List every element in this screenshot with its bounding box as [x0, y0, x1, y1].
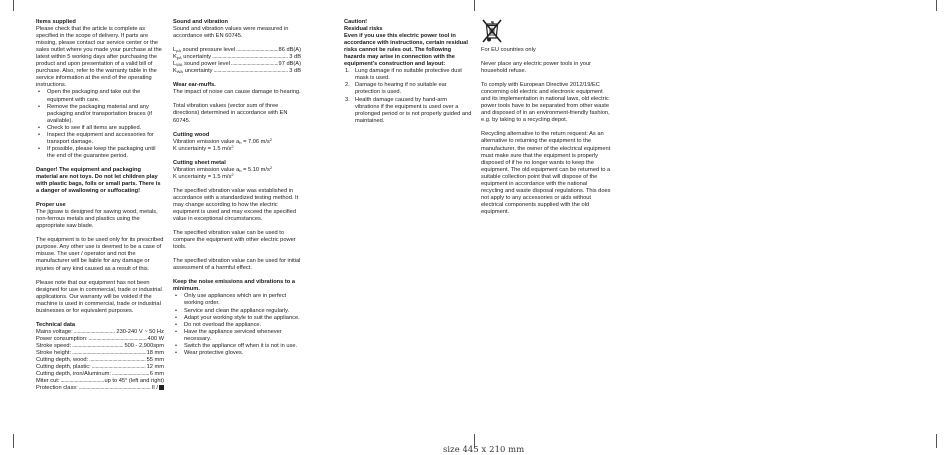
cutting-wood-heading: Cutting wood [173, 131, 210, 138]
table-row: Cutting depth, iron/Aluminum: ..... 6 mm [36, 371, 164, 378]
danger-warning: Danger! The equipment and packaging material are not toys. Do not let children play with plastic bags, foils or small parts. There is a danger of swallowing or suffocating! [36, 166, 161, 195]
never-place-text: Never place any electric power tools in your household refuse. [481, 61, 592, 75]
list-item: • Remove the packaging material and any packaging and/or transportation braces (if available). [36, 104, 164, 125]
wood-uncertainty: K uncertainty = 1.5 $m/s^2$ [173, 143, 234, 152]
table-row: Stroke speed: ..... 500 - 2,900spm [36, 343, 164, 350]
technical-data-heading: Technical data [36, 321, 76, 328]
sound-intro: Sound and vibration values were measured in accordance with EN 60745. [173, 26, 289, 40]
vibration-spec-paragraph: The specified vibration value can be used for initial assessment of a harmful effect. [173, 258, 301, 272]
caution-heading: Caution! [344, 19, 368, 25]
directive-text: To comply with European Directive 2012/19/EC concerning old electric and electronic equipment and its implementation in national laws, old electric power tools have to be separated from other waste and disposed of in an environment-friendly fashion, e.g. by taking to a recycling depot. [481, 82, 610, 124]
list-item: 3. Health damage caused by hand-arm vibrations if the equipment is used over a prolonged period or is not properly guided and maintained. [345, 96, 472, 124]
metal-uncertainty: K uncertainty = 1.5 $m/s^2$ [173, 171, 234, 180]
list-item: • Service and clean the appliance regularly. [173, 308, 301, 315]
ear-muffs-text: The impact of noise can cause damage to hearing. [173, 89, 301, 96]
list-item: • If possible, please keep the packaging until the end of the guarantee period. [36, 146, 164, 160]
proper-use-paragraph: The jigsaw is designed for sawing wood, metals, non-ferrous metals and plastics using the appropriate saw blade. [36, 209, 158, 230]
technical-data-table [36, 329, 164, 392]
proper-use-paragraph: The equipment is to be used only for its prescribed purpose. Any other use is deemed to be a case of misuse. The user / operator and not the manufacturer will be liable for any damage or injuries of any kind caused as a result of this. [36, 237, 164, 272]
list-item: • Adapt your working style to suit the appliance. [173, 315, 301, 322]
list-item: • Only use appliances which are in perfect working order. [173, 293, 301, 307]
residual-risks-list [344, 68, 472, 124]
residual-risks-intro: Even if you use this electric power tool in accordance with instructions, certain residual risks cannot be rules out. The following hazards may arise in connection with the equipment's construction and layout: [344, 33, 468, 68]
vibration-spec-paragraph: The specified vibration value can be used to compare the equipment with other electric power tools. [173, 230, 296, 251]
eu-only-text: For EU countries only [481, 47, 536, 53]
cutting-metal-heading: Cutting sheet metal [173, 159, 226, 166]
crossed-out-wheelie-bin-icon [481, 18, 503, 45]
items-supplied-heading: Items supplied [36, 19, 76, 25]
table-row: Mains voltage: ..... 230-240 V ~ 50 Hz [36, 329, 164, 336]
list-item: • Wear protective gloves. [173, 350, 301, 357]
table-row: $L_{WA}$ sound power level ..... 97 dB(A) [173, 61, 301, 68]
table-row: Cutting depth, wood: ..... 55 mm [36, 357, 164, 364]
proper-use-heading: Proper use [36, 202, 66, 209]
wood-vibration-value: Vibration emission value $a_h = 7.06$ $m/s^2$ [173, 136, 273, 145]
sound-table [173, 47, 301, 75]
table-row: $K_{WA}$ uncertainty ..... 3 dB [173, 68, 301, 75]
table-row: Miter cut: ..... up to 45° (left and right) [36, 378, 164, 385]
list-item: • Switch the appliance off when it is not in use. [173, 343, 301, 350]
items-supplied-list [36, 89, 164, 159]
size-caption: size 445 x 210 mm [443, 444, 525, 454]
sound-vibration-heading: Sound and vibration [173, 19, 228, 25]
protection-class-square-icon [159, 385, 164, 390]
list-item: 2. Damage to hearing if no suitable ear protection is used. [345, 82, 447, 96]
list-item: • Do not overload the appliance. [173, 322, 301, 329]
list-item: 1. Lung damage if no suitable protective dust mask is used. [345, 68, 462, 82]
metal-vibration-value: Vibration emission value $a_h = 5.10$ $m/s^2$ [173, 164, 273, 173]
list-item: • Open the packaging and take out the equipment with care. [36, 89, 164, 103]
table-row: Power consumption: ..... 400 W [36, 336, 164, 343]
column-disposal [481, 47, 611, 216]
column-sound-vibration [173, 19, 301, 357]
column-items-proper-use-technical [36, 19, 164, 392]
table-row: Stroke height: ..... 18 mm [36, 350, 164, 357]
crop-mark-top-left [13, 0, 14, 11]
table-row: $L_{pA}$ sound pressure level ..... 86 dB(A) [173, 47, 301, 54]
total-vibration-text: Total vibration values (vector sum of three directions) determined in accordance with EN 60745. [173, 103, 288, 124]
list-item: • Check to see if all items are supplied. [36, 125, 164, 132]
column-residual-risks [344, 19, 472, 125]
proper-use-paragraph: Please note that our equipment has not been designed for use in commercial, trade or industrial applications. Our warranty will be voided if the machine is used in commercial, trade or industrial businesses or for equivalent purposes. [36, 279, 162, 314]
table-row: Protection class: ..... II / [36, 385, 164, 392]
crop-mark-bottom-right [936, 434, 937, 448]
items-supplied-text: Please check that the article is complete as specified in the scope of delivery. If parts are missing, please contact our service center or the sales outlet where you made your purchase at the latest within 5 working days after purchasing the product and upon presentation of a valid bill of purchase. Also, refer to the warranty table in the service information at the end of the operating instructions. [36, 26, 162, 89]
crop-mark-bottom-left [13, 434, 14, 448]
residual-risks-heading: Residual risks [344, 26, 383, 33]
list-item: • Inspect the equipment and accessories for transport damage. [36, 132, 164, 146]
keep-emissions-list [173, 293, 301, 356]
list-item: • Have the appliance serviced whenever necessary. [173, 329, 301, 343]
table-row: Cutting depth, plastic: ..... 12 mm [36, 364, 164, 371]
crop-mark-top-center [474, 0, 475, 11]
ear-muffs-heading: Wear ear-muffs. [173, 82, 216, 89]
recycling-text: Recycling alternative to the return request: As an alternative to returning the equipment to the manufacturer, the owner of the electrical equipment must make sure that the equipment is properly disposed of if he no longer wants to keep the equipment. The old equipment can be returned to a suitable collection point that will dispose of the equipment in accordance with the national recycling and waste disposal regulations. This does not apply to any accessories or aids without electrical components supplied with the old equipment. [481, 131, 611, 215]
vibration-spec-paragraph: The specified vibration value was established in accordance with a standardized testing method. It may change according to how the electric equipment is used and may exceed the specified value in exceptional circumstances. [173, 187, 299, 223]
crop-mark-top-right [936, 0, 937, 11]
table-row: $K_{pA}$ uncertainty ..... 3 dB [173, 54, 301, 61]
keep-emissions-heading: Keep the noise emissions and vibrations to a minimum. [173, 279, 295, 293]
